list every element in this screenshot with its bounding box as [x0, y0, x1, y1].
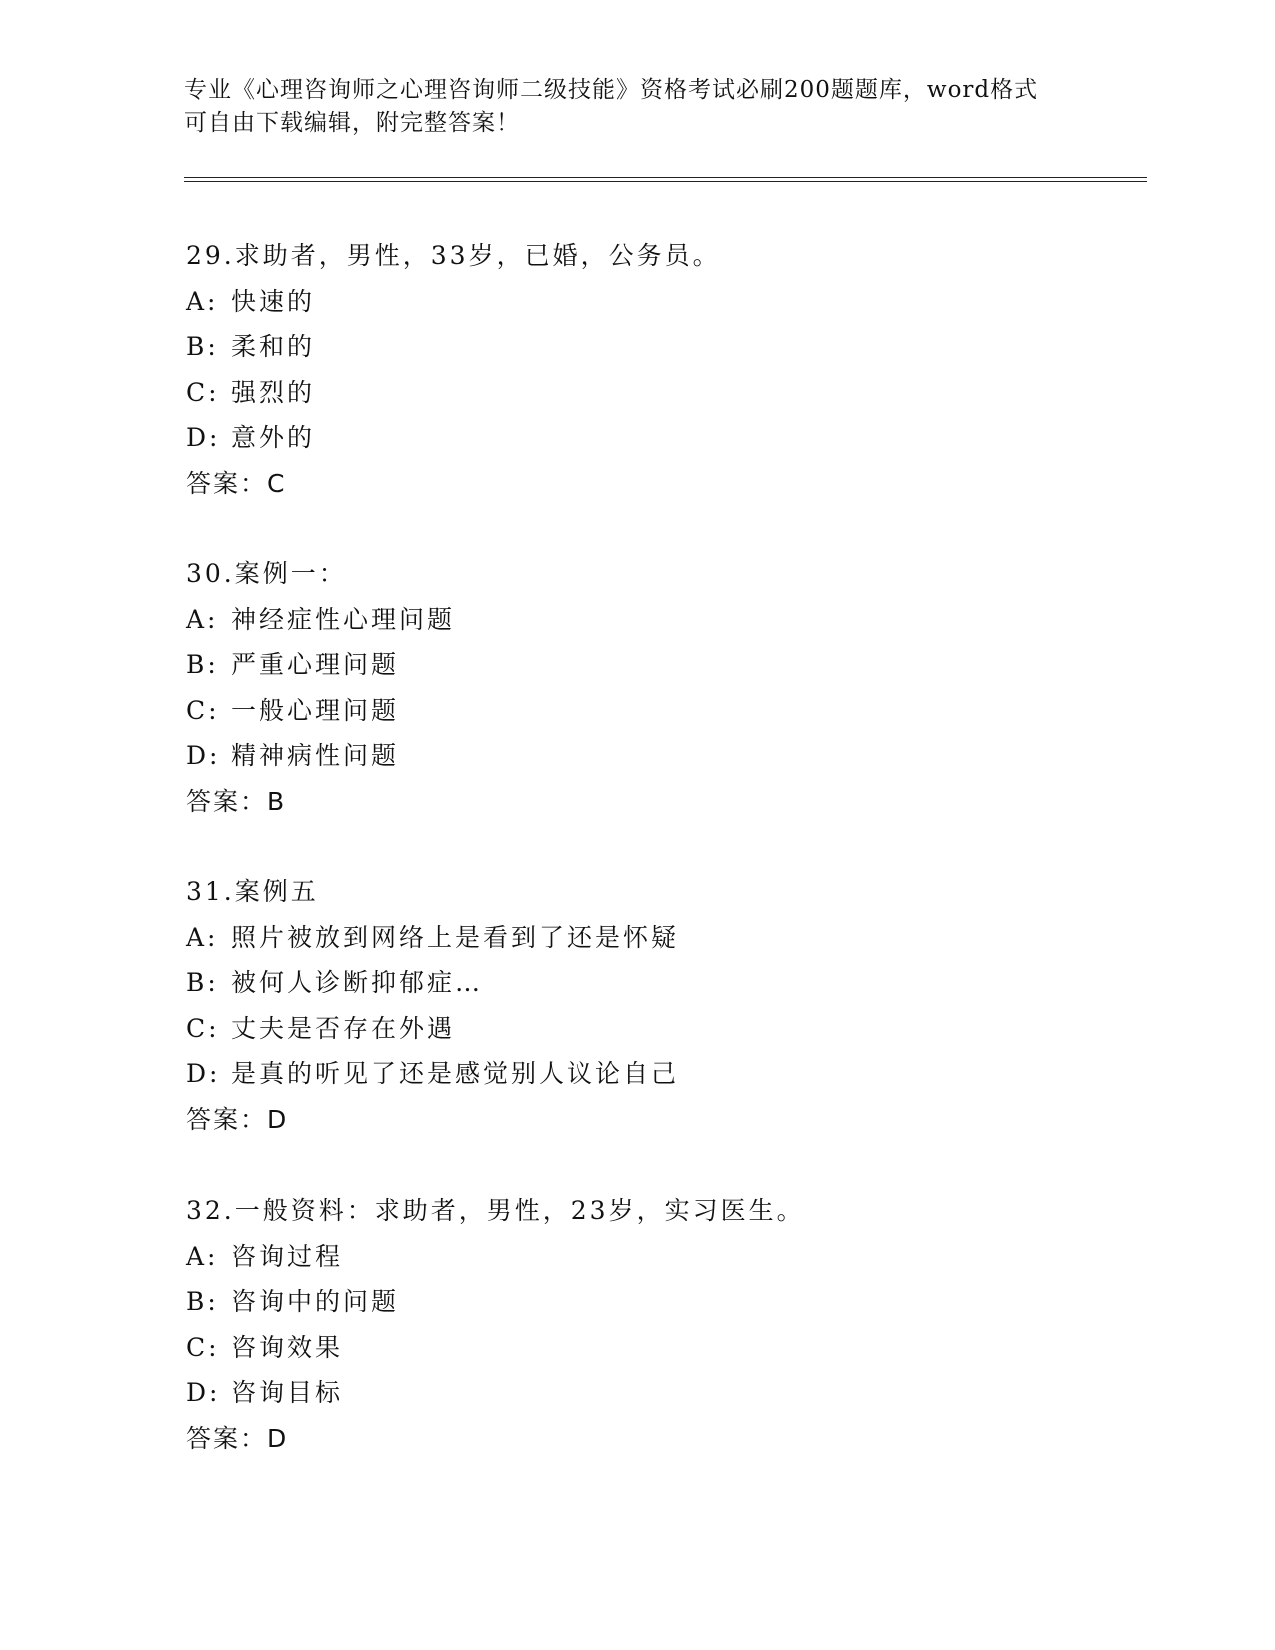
- option-c: [186, 1325, 1086, 1371]
- option-letter: A:: [186, 922, 219, 952]
- option-letter: A:: [186, 604, 219, 634]
- option-letter: D:: [186, 741, 221, 770]
- option-d: [186, 415, 1086, 461]
- option-text: 快速的: [231, 286, 316, 316]
- question-29: [186, 233, 1086, 506]
- option-letter: A:: [186, 1241, 219, 1271]
- option-letter: B:: [186, 1287, 219, 1316]
- question-stem: 31.案例五: [186, 877, 319, 906]
- header-divider-top: [184, 177, 1147, 178]
- option-text: 柔和的: [231, 332, 316, 361]
- question-32: [186, 1188, 1086, 1461]
- option-text: 被何人诊断抑郁症…: [231, 968, 484, 997]
- question-30: [186, 551, 1086, 824]
- option-text: 丈夫是否存在外遇: [231, 1013, 456, 1043]
- question-stem: 30.案例一：: [186, 559, 347, 588]
- option-letter: C:: [186, 377, 220, 407]
- option-a: [186, 597, 1086, 643]
- option-letter: B:: [186, 650, 219, 679]
- option-b: [186, 324, 1086, 370]
- option-letter: C:: [186, 1013, 220, 1043]
- answer-line: 答案：D: [186, 1104, 289, 1134]
- header-line-2: 可自由下载编辑，附完整答案！: [184, 110, 520, 136]
- option-letter: C:: [186, 1332, 220, 1362]
- option-text: 咨询过程: [231, 1241, 344, 1271]
- header-line-1: 专业《心理咨询师之心理咨询师二级技能》资格考试必刷200题题库，word格式: [184, 77, 1039, 103]
- option-a: [186, 1234, 1086, 1280]
- option-a: [186, 279, 1086, 325]
- option-text: 咨询中的问题: [231, 1287, 400, 1316]
- option-letter: D:: [186, 423, 221, 452]
- option-text: 咨询目标: [231, 1378, 344, 1407]
- option-c: [186, 370, 1086, 416]
- option-letter: B:: [186, 968, 219, 997]
- option-text: 精神病性问题: [231, 741, 400, 770]
- option-text: 意外的: [231, 423, 316, 452]
- question-stem: 29.求助者，男性，33岁，已婚，公务员。: [186, 241, 721, 270]
- option-text: 严重心理问题: [231, 650, 400, 679]
- answer-line: 答案：B: [186, 786, 287, 816]
- document-header: [184, 74, 1104, 140]
- option-text: 是真的听见了还是感觉别人议论自己: [231, 1059, 680, 1088]
- option-b: [186, 1279, 1086, 1325]
- option-a: [186, 915, 1086, 961]
- option-letter: C:: [186, 695, 220, 725]
- option-text: 神经症性心理问题: [231, 604, 456, 634]
- option-b: [186, 960, 1086, 1006]
- header-divider-bottom: [184, 181, 1147, 182]
- answer-line: 答案：D: [186, 1423, 289, 1453]
- option-text: 照片被放到网络上是看到了还是怀疑: [231, 922, 680, 952]
- question-31: [186, 869, 1086, 1142]
- option-letter: A:: [186, 286, 219, 316]
- option-d: [186, 1370, 1086, 1416]
- option-text: 一般心理问题: [231, 695, 400, 725]
- question-stem: 32.一般资料：求助者，男性，23岁，实习医生。: [186, 1196, 805, 1225]
- option-text: 咨询效果: [231, 1332, 344, 1362]
- option-c: [186, 1006, 1086, 1052]
- option-letter: B:: [186, 332, 219, 361]
- option-b: [186, 642, 1086, 688]
- option-d: [186, 1051, 1086, 1097]
- option-text: 强烈的: [231, 377, 316, 407]
- option-letter: D:: [186, 1059, 221, 1088]
- answer-line: 答案：C: [186, 468, 287, 498]
- option-letter: D:: [186, 1378, 221, 1407]
- option-c: [186, 688, 1086, 734]
- option-d: [186, 733, 1086, 779]
